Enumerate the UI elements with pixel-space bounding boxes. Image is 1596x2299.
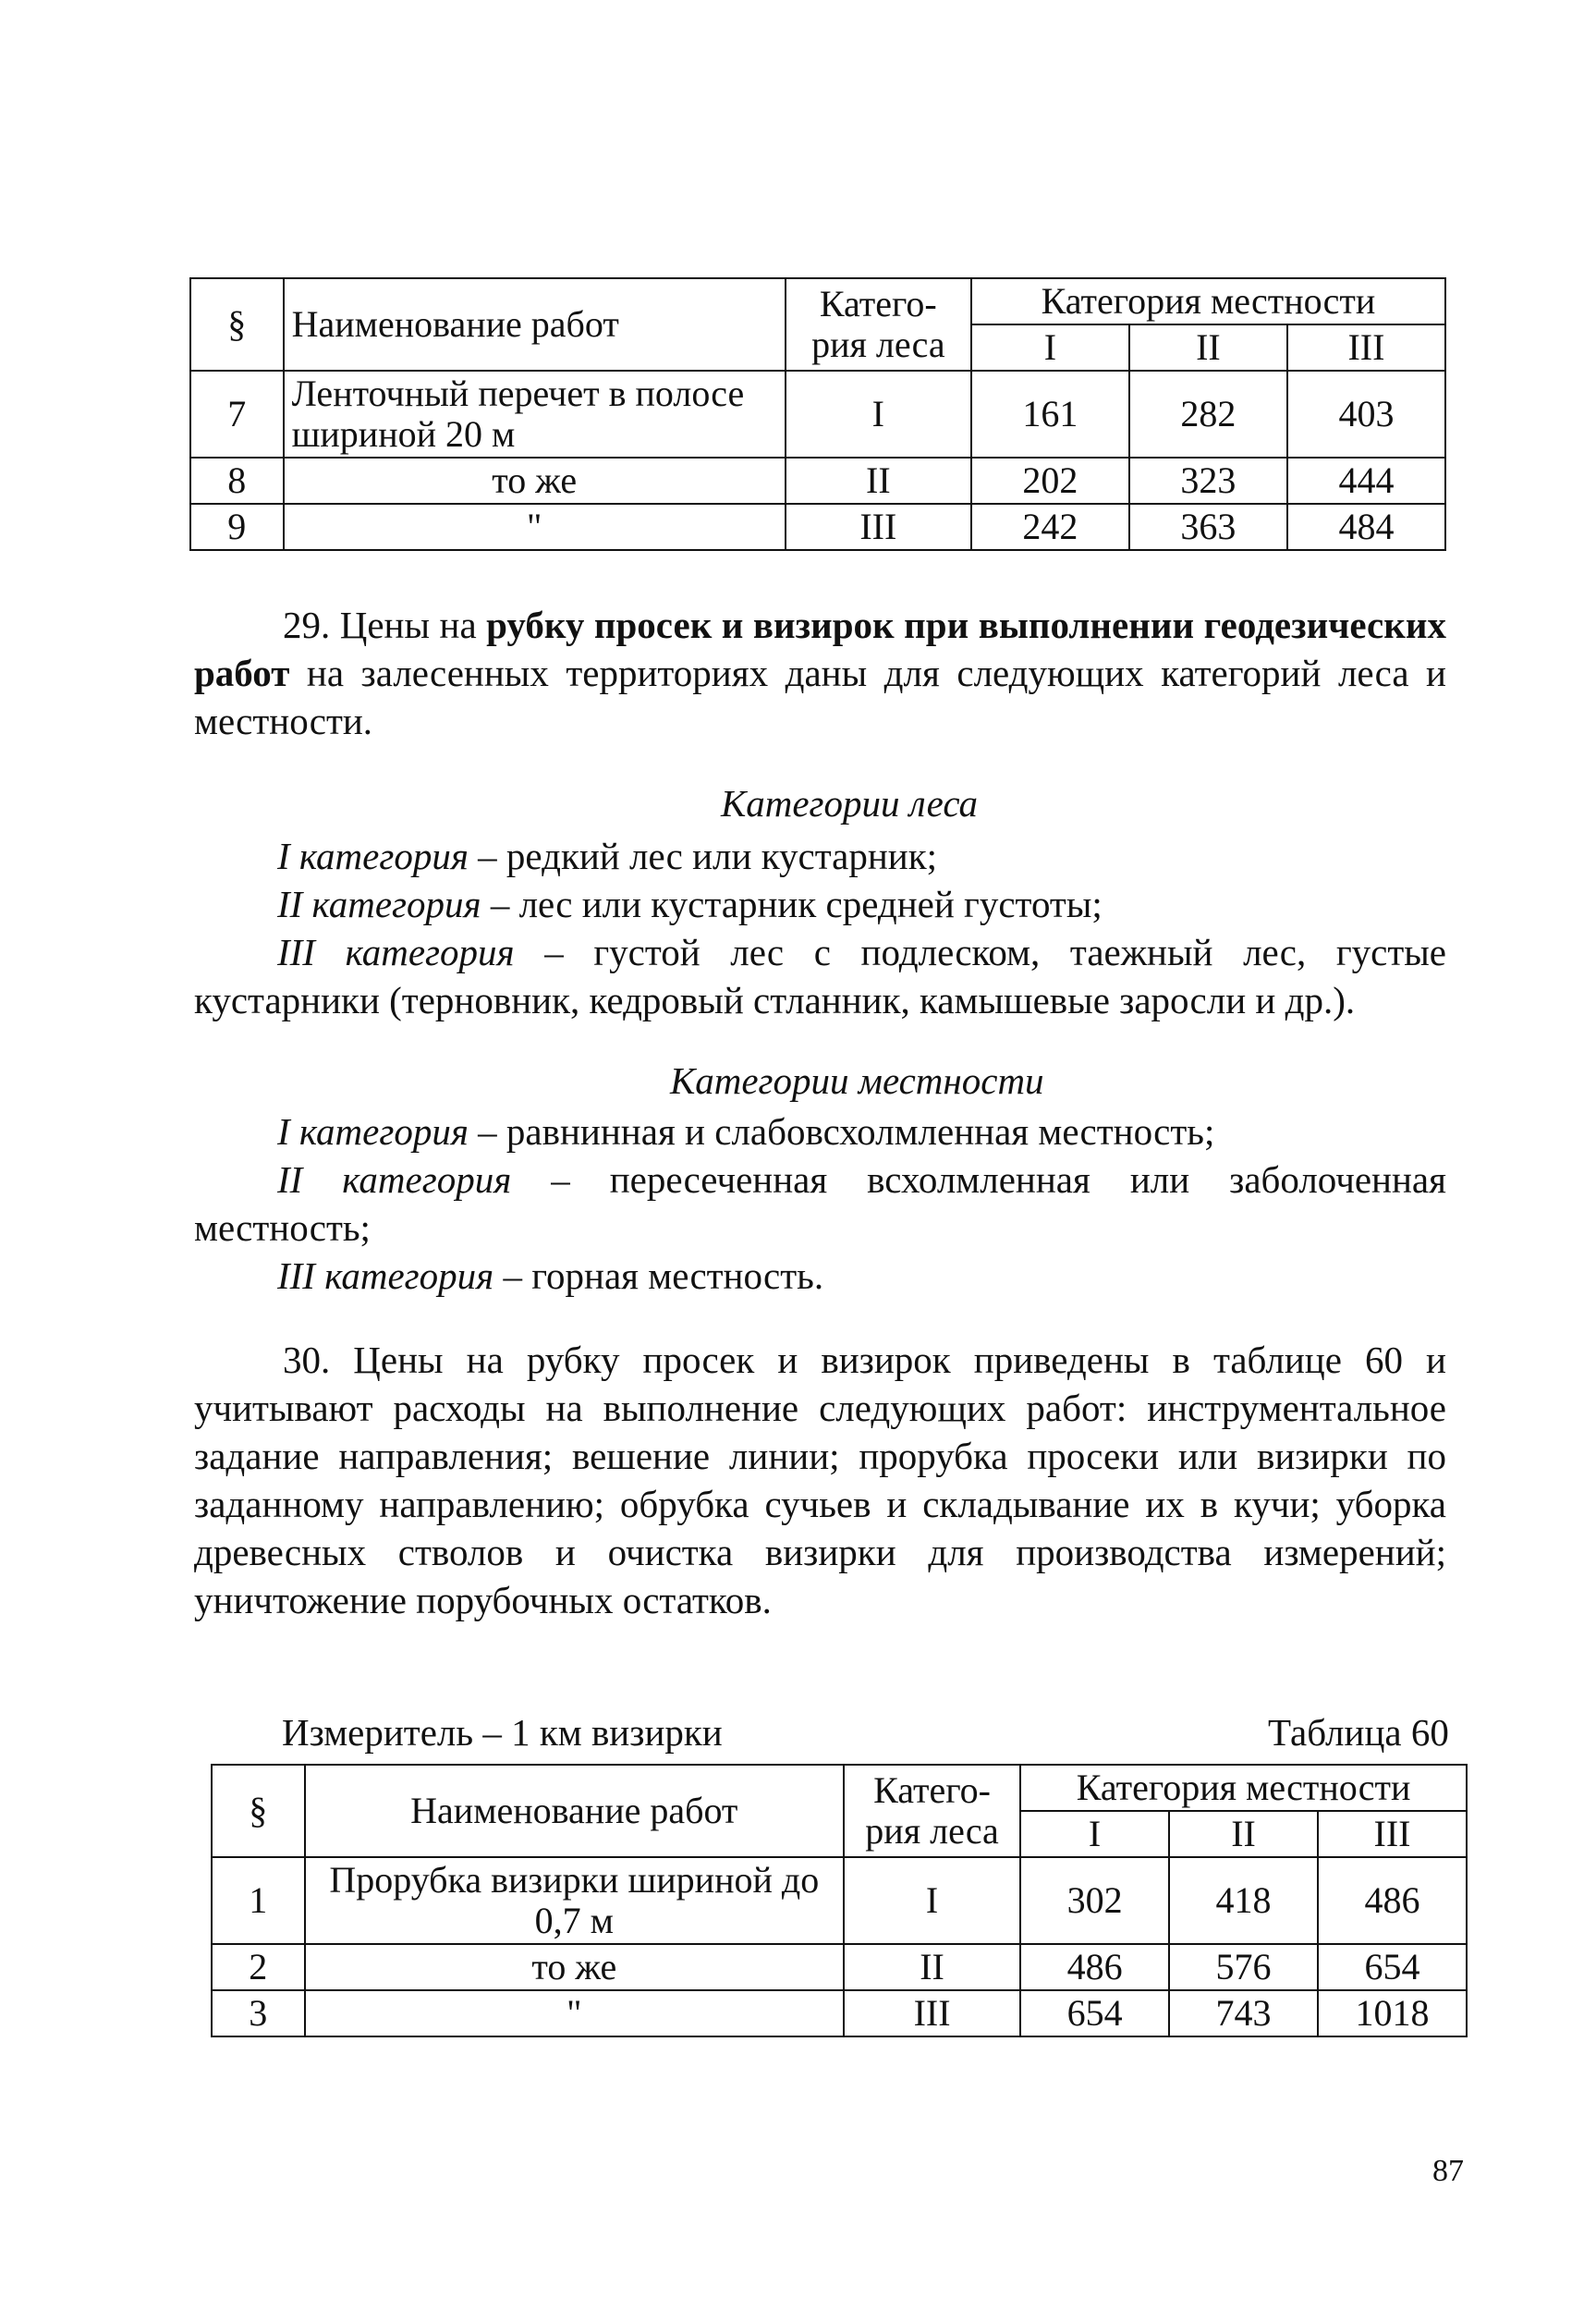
header-forest-category: Катего-рия леса bbox=[786, 278, 971, 371]
row-value-2: 418 bbox=[1169, 1857, 1318, 1944]
paragraph-text: Цены на bbox=[330, 604, 487, 646]
table-row bbox=[212, 1944, 1467, 1990]
row-value-3: 1018 bbox=[1318, 1990, 1467, 2036]
terrain-category-item bbox=[277, 1252, 823, 1300]
table-measure-caption: Измеритель – 1 км визирки bbox=[282, 1711, 723, 1754]
paragraph-number: 30. bbox=[283, 1339, 331, 1381]
header-section: § bbox=[190, 278, 284, 371]
paragraph-30 bbox=[194, 1336, 1446, 1624]
header-forest-category: Катего-рия леса bbox=[844, 1765, 1020, 1857]
row-value-2: 323 bbox=[1129, 458, 1287, 504]
forest-category-item bbox=[277, 880, 1103, 928]
table-row bbox=[190, 458, 1445, 504]
paragraph-bold-text: рубку просек и визирок при выполнении геодезических работ bbox=[194, 604, 1446, 694]
row-name: Прорубка визирки шириной до 0,7 м bbox=[305, 1857, 844, 1944]
category-text: – редкий лес или кустарник; bbox=[468, 835, 938, 877]
row-value-3: 403 bbox=[1287, 371, 1445, 458]
paragraph-text: Цены на рубку просек и визирок приведены в таблице 60 и учитывают расходы на выполнение следующих работ: инструментальное задание направления; вешение линии; прорубка просеки или визирки по заданному направлению; обрубка сучьев и складывание их в кучи; уборка древесных стволов и очистка визирки для производства измерений; уничтожение порубочных остатков. bbox=[194, 1339, 1446, 1621]
terrain-category-item bbox=[194, 1156, 1446, 1252]
row-forest: II bbox=[786, 458, 971, 504]
paragraph-number: 29. bbox=[283, 604, 331, 646]
header-terrain-category: Категория местности bbox=[1020, 1765, 1467, 1811]
header-terrain-category: Категория местности bbox=[971, 278, 1445, 324]
row-name: " bbox=[284, 504, 786, 550]
row-forest: I bbox=[786, 371, 971, 458]
header-section: § bbox=[212, 1765, 305, 1857]
header-name: Наименование работ bbox=[305, 1765, 844, 1857]
header-terrain-3: III bbox=[1318, 1811, 1467, 1857]
row-value-3: 486 bbox=[1318, 1857, 1467, 1944]
forest-category-item bbox=[277, 832, 937, 880]
category-label: I категория bbox=[277, 1110, 469, 1153]
category-text: – равнинная и слабовсхолмленная местность; bbox=[468, 1110, 1215, 1153]
terrain-categories-heading: Категории местности bbox=[670, 1059, 1044, 1102]
table-header-row bbox=[212, 1765, 1467, 1811]
category-text: – пересеченная всхолмленная или заболоченная местность; bbox=[194, 1158, 1446, 1249]
row-number: 9 bbox=[190, 504, 284, 550]
row-value-1: 202 bbox=[971, 458, 1129, 504]
table-row bbox=[212, 1990, 1467, 2036]
row-name: Ленточный перечет в полосе шириной 20 м bbox=[284, 371, 786, 458]
category-label: III категория bbox=[277, 1254, 494, 1297]
table-row bbox=[212, 1857, 1467, 1944]
category-label: II категория bbox=[277, 1158, 512, 1201]
row-value-2: 282 bbox=[1129, 371, 1287, 458]
page-number: 87 bbox=[1432, 2154, 1464, 2188]
header-terrain-3: III bbox=[1287, 324, 1445, 371]
row-number: 7 bbox=[190, 371, 284, 458]
row-name: то же bbox=[284, 458, 786, 504]
row-value-1: 486 bbox=[1020, 1944, 1169, 1990]
row-value-3: 654 bbox=[1318, 1944, 1467, 1990]
forest-category-item bbox=[194, 928, 1446, 1024]
row-value-3: 444 bbox=[1287, 458, 1445, 504]
row-value-2: 576 bbox=[1169, 1944, 1318, 1990]
row-value-1: 242 bbox=[971, 504, 1129, 550]
row-forest: III bbox=[786, 504, 971, 550]
row-number: 8 bbox=[190, 458, 284, 504]
table-label: Таблица 60 bbox=[1268, 1711, 1449, 1754]
prices-table-top bbox=[189, 277, 1446, 551]
category-text: – густой лес с подлеском, таежный лес, густые кустарники (терновник, кедровый стланник, камышевые заросли и др.). bbox=[194, 931, 1446, 1021]
header-terrain-2: II bbox=[1129, 324, 1287, 371]
row-forest: III bbox=[844, 1990, 1020, 2036]
terrain-category-item bbox=[277, 1107, 1214, 1156]
row-forest: I bbox=[844, 1857, 1020, 1944]
category-label: III категория bbox=[277, 931, 515, 973]
row-value-3: 484 bbox=[1287, 504, 1445, 550]
forest-categories-heading: Категории леса bbox=[721, 782, 978, 825]
header-terrain-1: I bbox=[971, 324, 1129, 371]
row-number: 2 bbox=[212, 1944, 305, 1990]
table-row bbox=[190, 504, 1445, 550]
row-forest: II bbox=[844, 1944, 1020, 1990]
row-number: 3 bbox=[212, 1990, 305, 2036]
row-value-2: 743 bbox=[1169, 1990, 1318, 2036]
row-value-1: 161 bbox=[971, 371, 1129, 458]
row-number: 1 bbox=[212, 1857, 305, 1944]
row-name: " bbox=[305, 1990, 844, 2036]
paragraph-text: на залесенных территориях даны для следующих категорий леса и местности. bbox=[194, 652, 1446, 742]
prices-table-60 bbox=[211, 1764, 1468, 2037]
category-label: II категория bbox=[277, 883, 481, 925]
table-row bbox=[190, 371, 1445, 458]
header-name: Наименование работ bbox=[284, 278, 786, 371]
row-value-1: 302 bbox=[1020, 1857, 1169, 1944]
paragraph-29 bbox=[194, 601, 1446, 745]
header-terrain-1: I bbox=[1020, 1811, 1169, 1857]
table-header-row bbox=[190, 278, 1445, 324]
category-text: – лес или кустарник средней густоты; bbox=[481, 883, 1103, 925]
category-label: I категория bbox=[277, 835, 469, 877]
row-name: то же bbox=[305, 1944, 844, 1990]
row-value-2: 363 bbox=[1129, 504, 1287, 550]
header-terrain-2: II bbox=[1169, 1811, 1318, 1857]
row-value-1: 654 bbox=[1020, 1990, 1169, 2036]
category-text: – горная местность. bbox=[493, 1254, 824, 1297]
